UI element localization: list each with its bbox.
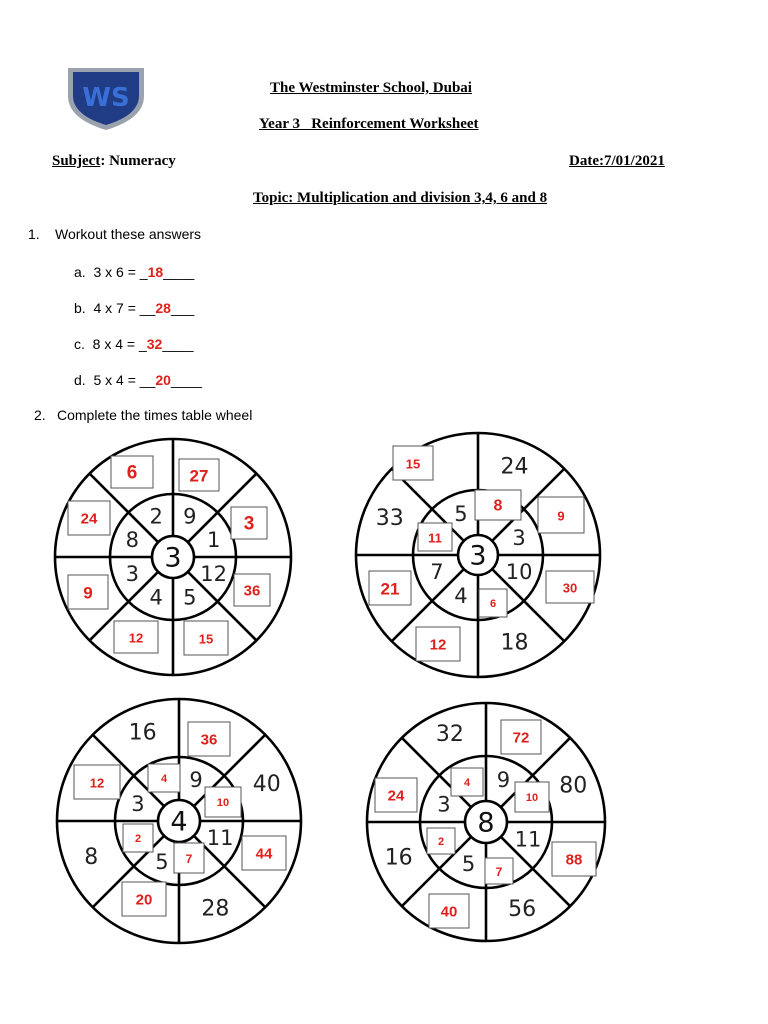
wheel-inner-number: 9	[496, 767, 511, 792]
wheel-outer-number: 24	[500, 454, 529, 480]
answer-text: 12	[429, 636, 447, 654]
item-letter: a.	[74, 264, 86, 280]
wheel-inner-number: 3	[437, 792, 451, 817]
date: Date:7/01/2021	[569, 153, 665, 169]
q1-prompt: Workout these answers	[55, 226, 202, 242]
wheel-inner-number: 12	[200, 561, 228, 586]
answer-text: 10	[216, 797, 230, 809]
wheel-inner-number: 11	[206, 826, 234, 851]
answer-text: 12	[89, 775, 105, 791]
item-answer: 20	[155, 372, 171, 388]
wheel-center-number: 4	[170, 806, 188, 838]
item-expression: 8 x 4 = _	[92, 336, 147, 352]
answer-text: 6	[126, 462, 138, 484]
wheel-svg	[56, 437, 296, 677]
answer-text: 15	[198, 631, 214, 647]
school-name: The Westminster School, Dubai	[270, 80, 472, 96]
wheel-outer-number: 33	[375, 505, 404, 531]
answer-text: 4	[160, 773, 168, 785]
wheel-outer-number: 18	[500, 630, 529, 656]
wheel-inner-number: 4	[454, 584, 468, 609]
item-expression: 3 x 6 = _	[93, 264, 148, 280]
item-blank: ____	[170, 372, 203, 388]
q2-prompt: Complete the times table wheel	[57, 407, 253, 423]
item-letter: b.	[74, 300, 86, 316]
subject-line	[52, 153, 176, 170]
wheel-outer-number: 28	[201, 896, 230, 922]
answer-text: 88	[565, 851, 583, 869]
answer-text: 21	[380, 579, 400, 599]
wheel-outer-number: 56	[508, 896, 537, 922]
wheel-outer-number: 8	[84, 844, 99, 870]
item-answer: 28	[155, 300, 171, 316]
item-blank: ____	[162, 336, 194, 352]
wheel-svg	[56, 696, 306, 936]
wheel-inner-number: 5	[183, 585, 197, 610]
answer-text: 9	[83, 583, 93, 603]
wheel-inner-number: 3	[125, 561, 140, 586]
subject-value: : Numeracy	[100, 153, 176, 169]
times-table-wheel-4	[365, 700, 615, 945]
answer-text: 72	[512, 729, 530, 747]
answer-text: 7	[185, 852, 193, 866]
item-expression: 4 x 7 = __	[93, 300, 156, 316]
answer-text: 6	[489, 598, 497, 610]
wheel-inner-number: 4	[149, 585, 163, 610]
q1-item-b	[74, 300, 194, 316]
q1-number: 1.	[28, 226, 40, 242]
q1-item-d	[74, 372, 202, 388]
wheel-inner-number: 11	[514, 827, 542, 852]
school-logo	[64, 66, 148, 132]
subject-label: Subject	[52, 153, 101, 169]
wheel-inner-number: 3	[512, 525, 526, 550]
wheel-inner-number: 5	[461, 852, 476, 877]
item-answer: 18	[147, 264, 164, 280]
wheel-inner-number: 8	[125, 528, 140, 553]
answer-text: 20	[135, 891, 153, 909]
answer-text: 4	[463, 777, 471, 789]
answer-text: 24	[387, 787, 405, 805]
answer-text: 12	[128, 630, 144, 646]
times-table-wheel-1	[56, 437, 296, 682]
answer-text: 3	[243, 513, 255, 535]
wheel-center-number: 3	[469, 540, 487, 572]
answer-text: 30	[562, 580, 578, 596]
answer-text: 7	[495, 865, 503, 879]
wheel-outer-number: 16	[128, 720, 157, 746]
wheel-inner-number: 9	[189, 767, 203, 792]
wheel-inner-number: 3	[131, 791, 145, 816]
worksheet-title: Year 3 Reinforcement Worksheet	[259, 116, 479, 132]
wheel-outer-number: 32	[435, 722, 464, 748]
answer-text: 36	[243, 582, 261, 600]
wheel-center-number: 3	[164, 542, 182, 574]
item-expression: 5 x 4 = __	[93, 372, 156, 388]
logo-text: WS	[82, 83, 130, 113]
answer-text: 36	[200, 731, 218, 749]
q2-number: 2.	[34, 407, 46, 423]
item-blank: ____	[163, 264, 195, 280]
item-letter: d.	[74, 372, 86, 388]
answer-text: 11	[428, 530, 442, 546]
wheel-inner-number: 5	[454, 501, 468, 526]
wheel-inner-number: 2	[149, 504, 163, 529]
answer-text: 40	[440, 903, 458, 921]
times-table-wheel-3	[56, 696, 306, 941]
wheel-outer-number: 16	[384, 845, 413, 871]
wheel-outer-number: 40	[252, 772, 281, 798]
times-table-wheel-2	[354, 437, 604, 682]
item-letter: c.	[74, 336, 85, 352]
wheel-inner-number: 5	[155, 850, 169, 875]
wheel-inner-number: 7	[430, 560, 444, 585]
answer-text: 24	[80, 510, 98, 528]
wheel-inner-number: 9	[183, 504, 197, 529]
wheel-center-number: 8	[477, 807, 495, 839]
answer-text: 15	[405, 456, 421, 472]
answer-text: 10	[525, 792, 539, 804]
answer-text: 27	[189, 466, 209, 486]
answer-text: 2	[437, 836, 445, 848]
wheel-svg	[365, 700, 615, 940]
wheel-inner-number: 1	[206, 528, 221, 553]
q1-item-a	[74, 264, 194, 280]
wheel-outer-number: 80	[559, 773, 588, 799]
q1-item-c	[74, 336, 194, 352]
answer-text: 8	[493, 497, 503, 515]
item-blank: ___	[170, 300, 195, 316]
answer-text: 9	[557, 508, 565, 524]
answer-text: 2	[134, 833, 142, 845]
wheel-svg	[354, 437, 604, 677]
wheel-inner-number: 10	[505, 560, 533, 585]
topic: Topic: Multiplication and division 3,4, 6 and 8	[253, 190, 548, 206]
answer-text: 44	[255, 845, 273, 863]
item-answer: 32	[146, 336, 163, 352]
